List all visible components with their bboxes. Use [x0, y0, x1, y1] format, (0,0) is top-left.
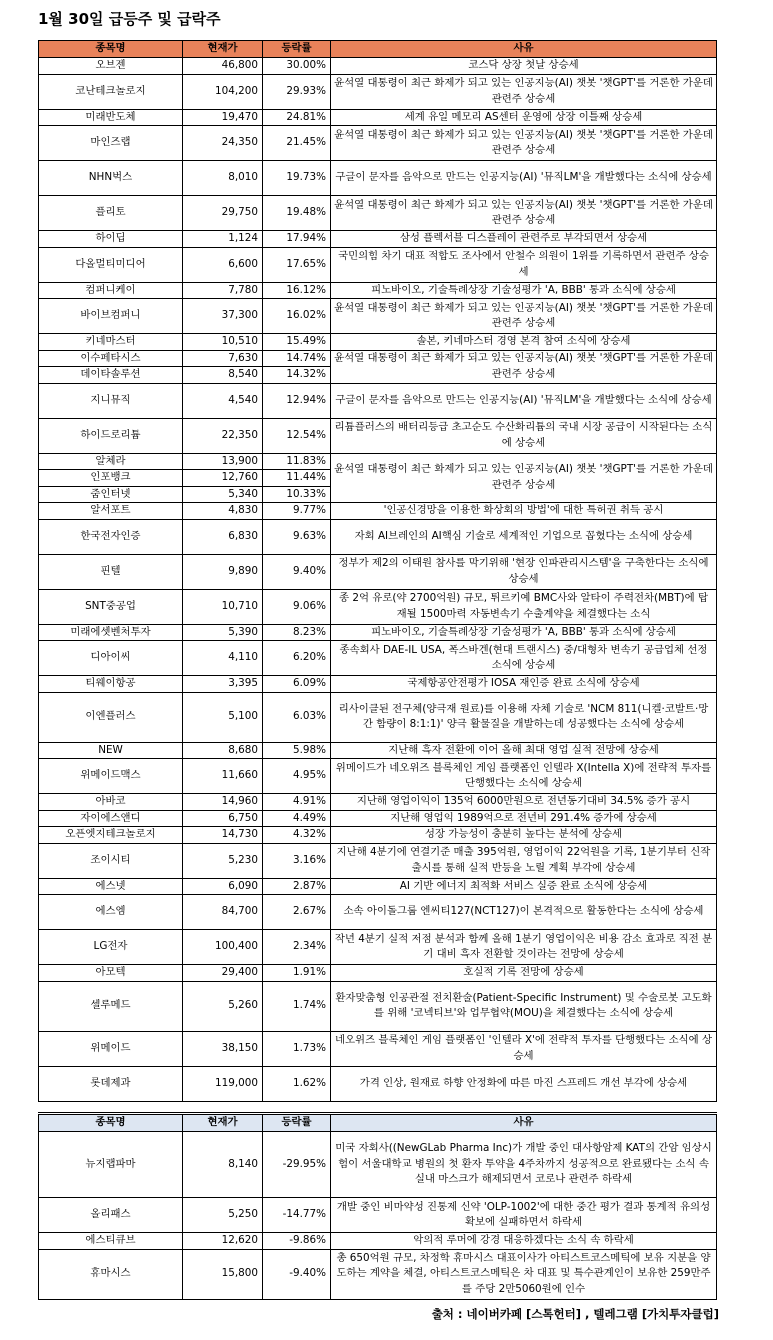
- stock-row: [39, 1066, 717, 1101]
- stock-row: [39, 519, 717, 554]
- stock-name: 올리패스: [39, 1198, 183, 1233]
- stock-row: [39, 299, 717, 334]
- current-price: 6,830: [183, 519, 263, 554]
- stock-row: [39, 810, 717, 827]
- change-rate: 9.06%: [263, 589, 331, 624]
- current-price: 5,230: [183, 843, 263, 878]
- reason: 윤석열 대통령이 최근 화제가 되고 있는 인공지능(AI) 챗봇 '챗GPT'를 거론한 가운데 관련주 상승세: [331, 299, 717, 334]
- reason: 지난해 영업익 1989억으로 전년비 291.4% 증가에 상승세: [331, 810, 717, 827]
- stock-row: [39, 930, 717, 965]
- current-price: 24,350: [183, 126, 263, 161]
- change-rate: 4.91%: [263, 794, 331, 811]
- current-price: 29,750: [183, 196, 263, 231]
- stock-name: LG전자: [39, 930, 183, 965]
- stock-row: [39, 878, 717, 895]
- stock-row: [39, 453, 717, 470]
- stock-row: [39, 58, 717, 75]
- stock-row: [39, 1233, 717, 1250]
- stock-name: 알서포트: [39, 503, 183, 520]
- current-price: 46,800: [183, 58, 263, 75]
- reason: 환자맞춤형 인공관절 전치환술(Patient-Specific Instrument) 및 수술로봇 고도화를 위해 '코넥티브'와 업무협약(MOU)을 체결했다는 소식에 상승세: [331, 981, 717, 1031]
- current-price: 7,780: [183, 282, 263, 299]
- change-rate: 21.45%: [263, 126, 331, 161]
- current-price: 119,000: [183, 1066, 263, 1101]
- current-price: 6,600: [183, 247, 263, 282]
- change-rate: 17.65%: [263, 247, 331, 282]
- change-rate: 1.74%: [263, 981, 331, 1031]
- current-price: 4,830: [183, 503, 263, 520]
- header-row: [39, 41, 717, 58]
- stock-row: [39, 624, 717, 641]
- reason: 소속 아이돌그룹 엔씨티127(NCT127)이 본격적으로 활동한다는 소식에 상승세: [331, 895, 717, 930]
- reason: 종 2억 유로(약 2700억원) 규모, 튀르키예 BMC사와 알타이 주력전차(MBT)에 탑재될 1500마력 자동변속기 수출계약을 체결했다는 소식: [331, 589, 717, 624]
- stock-name: 아바코: [39, 794, 183, 811]
- stock-name: 플리토: [39, 196, 183, 231]
- reason: 코스닥 상장 첫날 상승세: [331, 58, 717, 75]
- stock-name: 셀루메드: [39, 981, 183, 1031]
- stock-name: 다올멀티미디어: [39, 247, 183, 282]
- reason: 작년 4분기 실적 저점 분석과 함께 올해 1분기 영업이익은 비용 감소 효과로 직전 분기 대비 흑자 전환할 것이라는 전망에 상승세: [331, 930, 717, 965]
- current-price: 6,750: [183, 810, 263, 827]
- stock-name: 오브젠: [39, 58, 183, 75]
- reason: 호실적 기록 전망에 상승세: [331, 965, 717, 982]
- reason: 미국 자회사((NewGLab Pharma Inc)가 개발 중인 대사항암제 KAT의 간암 임상시험이 서울대학교 병원의 첫 환자 투약을 4주차까지 성공적으로 완료됐다는 소식 속 실내 마스크가 해제되면서 코로나 관련주 하락세: [331, 1132, 717, 1198]
- change-rate: 10.33%: [263, 486, 331, 503]
- change-rate: 1.62%: [263, 1066, 331, 1101]
- header-price: 현재가: [183, 41, 263, 58]
- current-price: 11,660: [183, 759, 263, 794]
- stock-row: [39, 843, 717, 878]
- current-price: 1,124: [183, 231, 263, 248]
- stock-name: SNT중공업: [39, 589, 183, 624]
- reason: 윤석열 대통령이 최근 화제가 되고 있는 인공지능(AI) 챗봇 '챗GPT'를 거론한 가운데 관련주 상승세: [331, 74, 717, 109]
- reason: 지난해 영업이익이 135억 6000만원으로 전년동기대비 34.5% 증가 공시: [331, 794, 717, 811]
- current-price: 8,010: [183, 161, 263, 196]
- stock-row: [39, 334, 717, 351]
- stock-name: 핀텔: [39, 554, 183, 589]
- change-rate: 19.73%: [263, 161, 331, 196]
- stock-name: 자이에스앤디: [39, 810, 183, 827]
- current-price: 13,900: [183, 453, 263, 470]
- stock-name: 코난테크놀로지: [39, 74, 183, 109]
- stock-row: [39, 74, 717, 109]
- stock-name: 하이드로리튬: [39, 418, 183, 453]
- stock-row: [39, 759, 717, 794]
- reason: 삼성 플렉서블 디스플레이 관련주로 부각되면서 상승세: [331, 231, 717, 248]
- stock-row: [39, 895, 717, 930]
- reason: 국제항공안전평가 IOSA 재인증 완료 소식에 상승세: [331, 676, 717, 693]
- reason: 윤석열 대통령이 최근 화제가 되고 있는 인공지능(AI) 챗봇 '챗GPT'를 거론한 가운데 관련주 상승세: [331, 126, 717, 161]
- current-price: 9,890: [183, 554, 263, 589]
- stock-name: 컴퍼니케이: [39, 282, 183, 299]
- change-rate: 8.23%: [263, 624, 331, 641]
- change-rate: 15.49%: [263, 334, 331, 351]
- change-rate: 4.95%: [263, 759, 331, 794]
- stock-name: 데이타솔루션: [39, 367, 183, 384]
- current-price: 14,730: [183, 827, 263, 844]
- current-price: 7,630: [183, 350, 263, 367]
- current-price: 8,540: [183, 367, 263, 384]
- header-reason: 사유: [331, 41, 717, 58]
- reason: 네오위즈 블록체인 게임 플랫폼인 '인텔라 X'에 전략적 투자를 단행했다는 소식에 상승세: [331, 1031, 717, 1066]
- change-rate: 11.83%: [263, 453, 331, 470]
- stock-row: [39, 161, 717, 196]
- current-price: 5,260: [183, 981, 263, 1031]
- stock-row: [39, 350, 717, 367]
- current-price: 22,350: [183, 418, 263, 453]
- stock-name: 뉴지랩파마: [39, 1132, 183, 1198]
- header-change: 등락률: [263, 41, 331, 58]
- stock-row: [39, 503, 717, 520]
- stock-name: 휴마시스: [39, 1249, 183, 1299]
- current-price: 12,760: [183, 470, 263, 487]
- change-rate: 9.77%: [263, 503, 331, 520]
- stock-row: [39, 418, 717, 453]
- reason: 총 650억원 규모, 차정학 휴마시스 대표이사가 아티스트코스메틱에 보유 지분을 양도하는 계약을 체결, 아티스트코스메틱은 차 대표 및 특수관계인이 보유한 259만주를 주당 2만5060원에 인수: [331, 1249, 717, 1299]
- stock-name: 줌인터넷: [39, 486, 183, 503]
- reason: 정부가 제2의 이태원 참사를 막기위해 '현장 인파관리시스템'을 구축한다는 소식에 상승세: [331, 554, 717, 589]
- change-rate: 6.03%: [263, 692, 331, 742]
- stock-row: [39, 126, 717, 161]
- gainers-table: [38, 40, 717, 1102]
- reason: 윤석열 대통령이 최근 화제가 되고 있는 인공지능(AI) 챗봇 '챗GPT'를 거론한 가운데 관련주 상승세: [331, 453, 717, 503]
- stock-name: 디아이씨: [39, 641, 183, 676]
- reason: 리튬플러스의 배터리등급 초고순도 수산화리튬의 국내 시장 공급이 시작된다는 소식에 상승세: [331, 418, 717, 453]
- change-rate: 2.87%: [263, 878, 331, 895]
- stock-row: [39, 742, 717, 759]
- change-rate: -9.40%: [263, 1249, 331, 1299]
- change-rate: 6.20%: [263, 641, 331, 676]
- reason: 세계 유일 메모리 AS센터 운영에 상장 이틀째 상승세: [331, 109, 717, 126]
- reason: 윤석열 대통령이 최근 화제가 되고 있는 인공지능(AI) 챗봇 '챗GPT'를 거론한 가운데 관련주 상승세: [331, 350, 717, 383]
- stock-row: [39, 247, 717, 282]
- current-price: 29,400: [183, 965, 263, 982]
- stock-name: 이엔플러스: [39, 692, 183, 742]
- current-price: 10,510: [183, 334, 263, 351]
- reason: 솔본, 키네마스터 경영 본격 참여 소식에 상승세: [331, 334, 717, 351]
- current-price: 4,110: [183, 641, 263, 676]
- current-price: 8,140: [183, 1132, 263, 1198]
- stock-name: 바이브컴퍼니: [39, 299, 183, 334]
- current-price: 37,300: [183, 299, 263, 334]
- change-rate: 4.32%: [263, 827, 331, 844]
- stock-name: NHN벅스: [39, 161, 183, 196]
- header-name: 종목명: [39, 1114, 183, 1132]
- stock-name: 위메이드: [39, 1031, 183, 1066]
- stock-row: [39, 641, 717, 676]
- stock-name: 미래에셋벤처투자: [39, 624, 183, 641]
- stock-row: [39, 965, 717, 982]
- stock-name: 오픈엣지테크놀로지: [39, 827, 183, 844]
- reason: 위메이드가 네오위즈 블록체인 게임 플랫폼인 인텔라 X(Intella X)에 전략적 투자를 단행했다는 소식에 상승세: [331, 759, 717, 794]
- change-rate: 14.74%: [263, 350, 331, 367]
- stock-row: [39, 692, 717, 742]
- current-price: 15,800: [183, 1249, 263, 1299]
- change-rate: 30.00%: [263, 58, 331, 75]
- stock-name: 마인즈랩: [39, 126, 183, 161]
- change-rate: -9.86%: [263, 1233, 331, 1250]
- change-rate: 24.81%: [263, 109, 331, 126]
- stock-name: 위메이드맥스: [39, 759, 183, 794]
- current-price: 5,250: [183, 1198, 263, 1233]
- reason: 리사이클된 전구체(양극재 원료)를 이용해 자체 기술로 'NCM 811(니켈·코발트·망간 함량이 8:1:1)' 양극 활물질을 개발하는데 성공했다는 소식에 상승세: [331, 692, 717, 742]
- change-rate: 12.94%: [263, 383, 331, 418]
- change-rate: 16.12%: [263, 282, 331, 299]
- stock-name: 롯데제과: [39, 1066, 183, 1101]
- stock-name: NEW: [39, 742, 183, 759]
- change-rate: 12.54%: [263, 418, 331, 453]
- reason: 지난해 4분기에 연결기준 매출 395억원, 영업이익 22억원을 기록, 1분기부터 신작 출시를 통해 실적 반등을 노릴 계획 부각에 상승세: [331, 843, 717, 878]
- change-rate: 11.44%: [263, 470, 331, 487]
- reason: 종속회사 DAE-IL USA, 폭스바겐(현대 트랜시스) 중/대형차 변속기 공급업체 선정 소식에 상승세: [331, 641, 717, 676]
- stock-row: [39, 383, 717, 418]
- losers-table: [38, 1112, 717, 1300]
- change-rate: 5.98%: [263, 742, 331, 759]
- stock-row: [39, 1132, 717, 1198]
- stock-name: 에스티큐브: [39, 1233, 183, 1250]
- current-price: 12,620: [183, 1233, 263, 1250]
- change-rate: 17.94%: [263, 231, 331, 248]
- current-price: 3,395: [183, 676, 263, 693]
- header-row: [39, 1114, 717, 1132]
- current-price: 104,200: [183, 74, 263, 109]
- current-price: 5,390: [183, 624, 263, 641]
- stock-row: [39, 554, 717, 589]
- stock-row: [39, 109, 717, 126]
- stock-row: [39, 676, 717, 693]
- current-price: 14,960: [183, 794, 263, 811]
- change-rate: 29.93%: [263, 74, 331, 109]
- reason: 윤석열 대통령이 최근 화제가 되고 있는 인공지능(AI) 챗봇 '챗GPT'를 거론한 가운데 관련주 상승세: [331, 196, 717, 231]
- stock-name: 하이딥: [39, 231, 183, 248]
- reason: 개발 중인 비마약성 진통제 신약 'OLP-1002'에 대한 중간 평가 결과 통계적 유의성 확보에 실패하면서 하락세: [331, 1198, 717, 1233]
- stock-row: [39, 1031, 717, 1066]
- stock-name: 키네마스터: [39, 334, 183, 351]
- stock-name: 이수페타시스: [39, 350, 183, 367]
- reason: AI 기반 에너지 최적화 서비스 실증 완료 소식에 상승세: [331, 878, 717, 895]
- reason: 국민의힘 차기 대표 적합도 조사에서 안철수 의원이 1위를 기록하면서 관련주 상승세: [331, 247, 717, 282]
- stock-name: 한국전자인증: [39, 519, 183, 554]
- stock-name: 티웨이항공: [39, 676, 183, 693]
- source-credit: 출처 : 네이버카페 [스톡헌터] , 텔레그램 [가치투자클럽]: [431, 1307, 719, 1321]
- reason: '인공신경망을 이용한 화상회의 방법'에 대한 특허권 취득 공시: [331, 503, 717, 520]
- header-reason: 사유: [331, 1114, 717, 1132]
- current-price: 10,710: [183, 589, 263, 624]
- stock-name: 에스엠: [39, 895, 183, 930]
- reason: 성장 가능성이 충분히 높다는 분석에 상승세: [331, 827, 717, 844]
- change-rate: 16.02%: [263, 299, 331, 334]
- change-rate: 3.16%: [263, 843, 331, 878]
- stock-name: 알체라: [39, 453, 183, 470]
- header-price: 현재가: [183, 1114, 263, 1132]
- current-price: 84,700: [183, 895, 263, 930]
- change-rate: 2.34%: [263, 930, 331, 965]
- stock-name: 지니뮤직: [39, 383, 183, 418]
- change-rate: 1.91%: [263, 965, 331, 982]
- current-price: 100,400: [183, 930, 263, 965]
- header-change: 등락률: [263, 1114, 331, 1132]
- reason: 자회 AI브레인의 AI핵심 기술로 세계적인 기업으로 꼽혔다는 소식에 상승세: [331, 519, 717, 554]
- change-rate: 6.09%: [263, 676, 331, 693]
- reason: 가격 인상, 원재료 하향 안정화에 따른 마진 스프레드 개선 부각에 상승세: [331, 1066, 717, 1101]
- reason: 악의적 루머에 강경 대응하겠다는 소식 속 하락세: [331, 1233, 717, 1250]
- change-rate: 9.63%: [263, 519, 331, 554]
- change-rate: 14.32%: [263, 367, 331, 384]
- reason: 피노바이오, 기술특례상장 기술성평가 'A, BBB' 통과 소식에 상승세: [331, 624, 717, 641]
- stock-name: 조이시티: [39, 843, 183, 878]
- stock-name: 에스넷: [39, 878, 183, 895]
- current-price: 8,680: [183, 742, 263, 759]
- stock-row: [39, 794, 717, 811]
- current-price: 19,470: [183, 109, 263, 126]
- stock-name: 아모텍: [39, 965, 183, 982]
- change-rate: -29.95%: [263, 1132, 331, 1198]
- change-rate: 2.67%: [263, 895, 331, 930]
- reason: 지난해 흑자 전환에 이어 올해 최대 영업 실적 전망에 상승세: [331, 742, 717, 759]
- header-name: 종목명: [39, 41, 183, 58]
- current-price: 4,540: [183, 383, 263, 418]
- stock-row: [39, 1198, 717, 1233]
- current-price: 5,100: [183, 692, 263, 742]
- current-price: 5,340: [183, 486, 263, 503]
- page-title: 1월 30일 급등주 및 급락주: [38, 10, 221, 28]
- stock-row: [39, 589, 717, 624]
- change-rate: 4.49%: [263, 810, 331, 827]
- stock-row: [39, 981, 717, 1031]
- stock-row: [39, 282, 717, 299]
- reason: 피노바이오, 기술특례상장 기술성평가 'A, BBB' 통과 소식에 상승세: [331, 282, 717, 299]
- change-rate: 19.48%: [263, 196, 331, 231]
- stock-row: [39, 231, 717, 248]
- change-rate: 9.40%: [263, 554, 331, 589]
- current-price: 6,090: [183, 878, 263, 895]
- reason: 구글이 문자를 음악으로 만드는 인공지능(AI) '뮤직LM'을 개발했다는 소식에 상승세: [331, 383, 717, 418]
- stock-row: [39, 196, 717, 231]
- stock-row: [39, 827, 717, 844]
- stock-name: 인포뱅크: [39, 470, 183, 487]
- change-rate: 1.73%: [263, 1031, 331, 1066]
- stock-name: 미래반도체: [39, 109, 183, 126]
- reason: 구글이 문자를 음악으로 만드는 인공지능(AI) '뮤직LM'을 개발했다는 소식에 상승세: [331, 161, 717, 196]
- change-rate: -14.77%: [263, 1198, 331, 1233]
- current-price: 38,150: [183, 1031, 263, 1066]
- stock-row: [39, 1249, 717, 1299]
